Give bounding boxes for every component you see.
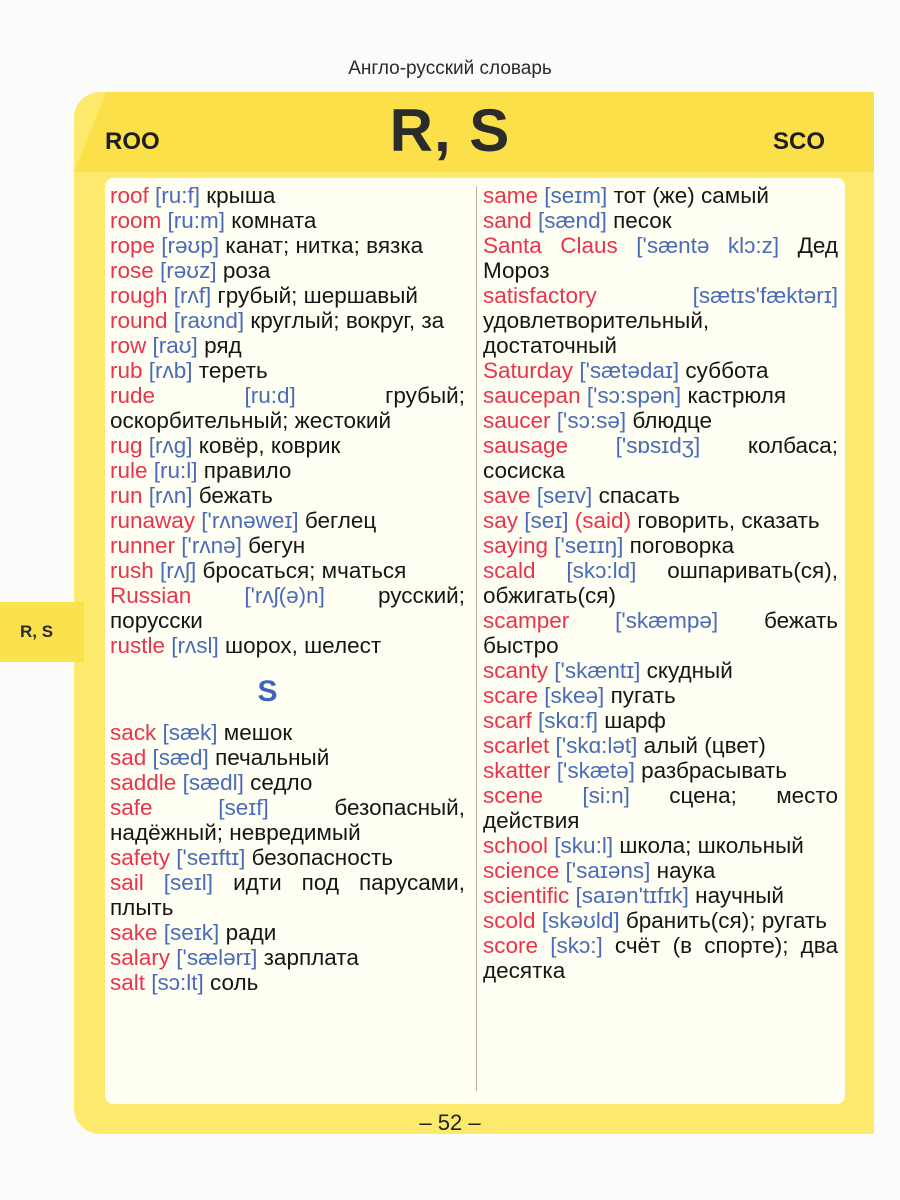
definition: соль — [203, 970, 259, 995]
definition: скудный — [640, 658, 733, 683]
definition: кастрюля — [681, 383, 787, 408]
dictionary-entry — [110, 308, 465, 333]
headword: Russian — [110, 583, 192, 608]
definition: мешок — [217, 720, 293, 745]
headword: rug — [110, 433, 143, 458]
headword: safe — [110, 795, 153, 820]
definition: беглец — [298, 508, 377, 533]
headword: saucer — [483, 408, 551, 433]
definition: алый (цвет) — [637, 733, 766, 758]
transcription: [seɪk] — [157, 920, 220, 945]
transcription: ['sɒsɪdʒ] — [568, 433, 701, 458]
headword: salary — [110, 945, 171, 970]
definition: говорить, сказать — [631, 508, 820, 533]
dictionary-entry — [483, 233, 838, 283]
transcription: [sɔ:lt] — [145, 970, 204, 995]
definition: крыша — [200, 183, 276, 208]
transcription: [ru:m] — [161, 208, 226, 233]
dictionary-entry — [483, 733, 838, 758]
transcription: [raʊnd] — [167, 308, 245, 333]
definition: шорох, шелест — [218, 633, 382, 658]
headword: room — [110, 208, 162, 233]
dictionary-entry — [483, 908, 838, 933]
definition: идти под парусами, плыть — [110, 870, 465, 920]
headword: rub — [110, 358, 143, 383]
definition: песок — [606, 208, 672, 233]
headword: sausage — [483, 433, 569, 458]
definition: правило — [197, 458, 292, 483]
transcription: [sæd] — [146, 745, 209, 770]
transcription: [rəʊp] — [155, 233, 220, 258]
dictionary-entry — [483, 408, 838, 433]
dictionary-entry — [483, 883, 838, 908]
definition: бегун — [241, 533, 306, 558]
transcription: [rʌsl] — [165, 633, 219, 658]
definition: русский; порусски — [110, 583, 465, 633]
headword: same — [483, 183, 539, 208]
definition: грубый; шершавый — [211, 283, 418, 308]
letter-heading: S — [257, 675, 278, 708]
headword: scamper — [483, 608, 570, 633]
definition: тереть — [192, 358, 268, 383]
definition: седло — [243, 770, 313, 795]
transcription: ['sɔ:spən] — [580, 383, 682, 408]
headword: save — [483, 483, 531, 508]
definition: круглый; вокруг, за — [244, 308, 445, 333]
definition: ошпаривать(ся), обжигать(ся) — [483, 558, 838, 608]
definition: безопасный, надёжный; невредимый — [110, 795, 465, 845]
definition: канат; нитка; вязка — [219, 233, 424, 258]
headword: salt — [110, 970, 146, 995]
transcription: [skɑ:f] — [531, 708, 599, 733]
transcription: ['saɪəns] — [559, 858, 651, 883]
definition: спасать — [592, 483, 680, 508]
dictionary-entry — [483, 483, 838, 508]
headword: roof — [110, 183, 149, 208]
transcription: [ru:l] — [147, 458, 198, 483]
headword: scientific — [483, 883, 570, 908]
transcription: [rʌf] — [167, 283, 212, 308]
headword: row — [110, 333, 147, 358]
definition: наука — [650, 858, 716, 883]
definition: ради — [219, 920, 277, 945]
headword: sail — [110, 870, 144, 895]
headword: rough — [110, 283, 168, 308]
transcription: ['skæntɪ] — [548, 658, 641, 683]
definition: научный — [688, 883, 784, 908]
transcription: [rəʊz] — [153, 258, 217, 283]
transcription: [rʌʃ] — [153, 558, 197, 583]
dictionary-entry — [110, 383, 465, 433]
definition: колбаса; сосиска — [483, 433, 838, 483]
transcription: [sædl] — [176, 770, 244, 795]
definition: бежать быстро — [483, 608, 839, 658]
headword: scarlet — [483, 733, 550, 758]
side-tab-label: R, S — [20, 622, 54, 641]
headword: rude — [110, 383, 156, 408]
dictionary-entry — [483, 558, 838, 608]
dictionary-entry — [110, 283, 465, 308]
definition: суббота — [679, 358, 769, 383]
definition: блюдце — [626, 408, 713, 433]
dictionary-entry — [483, 683, 838, 708]
headword: round — [110, 308, 168, 333]
transcription: ['sæntə klɔ:z] — [617, 233, 780, 258]
headword: scanty — [483, 658, 549, 683]
headword: score — [483, 933, 539, 958]
dictionary-entry — [110, 720, 465, 745]
headword: run — [110, 483, 143, 508]
transcription: ['sɔ:sə] — [550, 408, 627, 433]
guide-word-right: SCO — [772, 128, 825, 155]
word-form: (said) — [568, 508, 632, 533]
dictionary-entry — [483, 708, 838, 733]
dictionary-entry — [110, 770, 465, 795]
definition: пугать — [604, 683, 676, 708]
running-title: Англо-русский словарь — [348, 58, 552, 79]
definition: ряд — [197, 333, 242, 358]
side-index-tab — [0, 602, 84, 662]
definition: тот (же) самый — [607, 183, 769, 208]
definition: сцена; место действия — [483, 783, 838, 833]
dictionary-entry — [110, 208, 465, 233]
headword: runaway — [110, 508, 196, 533]
headword: rule — [110, 458, 148, 483]
dictionary-entry — [483, 858, 838, 883]
dictionary-entry — [110, 458, 465, 483]
headword: rope — [110, 233, 156, 258]
transcription: ['rʌʃ(ə)n] — [191, 583, 325, 608]
dictionary-entry — [110, 258, 465, 283]
headword: rush — [110, 558, 154, 583]
transcription: [sænd] — [531, 208, 607, 233]
definition: удовлетворительный, достаточный — [483, 308, 710, 358]
transcription: ['skɑ:lət] — [549, 733, 638, 758]
dictionary-entry — [483, 508, 838, 533]
section-letters: R, S — [389, 97, 511, 164]
dictionary-entry — [483, 758, 838, 783]
transcription: [skɔ:] — [538, 933, 603, 958]
dictionary-entry — [483, 783, 838, 833]
headword: Saturday — [483, 358, 574, 383]
transcription: [skɔ:ld] — [535, 558, 637, 583]
definition: комната — [225, 208, 317, 233]
transcription: [saɪən'tɪfɪk] — [569, 883, 689, 908]
transcription: [seɪf] — [152, 795, 269, 820]
dictionary-entry — [110, 745, 465, 770]
headword: rustle — [110, 633, 166, 658]
transcription: [rʌn] — [142, 483, 193, 508]
definition: ковёр, коврик — [192, 433, 341, 458]
definition: поговорка — [623, 533, 735, 558]
headword: school — [483, 833, 549, 858]
dictionary-entry — [110, 795, 465, 845]
dictionary-entry — [110, 583, 465, 633]
transcription: ['seɪɪŋ] — [548, 533, 624, 558]
definition: счёт (в спорте); два десятка — [483, 933, 839, 983]
headword: runner — [110, 533, 176, 558]
column-divider — [476, 186, 477, 1091]
dictionary-entry — [483, 933, 838, 983]
definition: безопасность — [245, 845, 394, 870]
definition: бросаться; мчаться — [196, 558, 407, 583]
dictionary-entry — [483, 433, 838, 483]
transcription: [raʊ] — [146, 333, 198, 358]
transcription: [skəʊld] — [535, 908, 620, 933]
transcription: [rʌb] — [142, 358, 193, 383]
guide-word-left: ROO — [105, 128, 160, 155]
dictionary-entry — [110, 533, 465, 558]
transcription: [seɪm] — [538, 183, 608, 208]
definition: грубый; оскорбительный; жестокий — [110, 383, 465, 433]
headword: saddle — [110, 770, 177, 795]
headword: sad — [110, 745, 147, 770]
headword: scene — [483, 783, 544, 808]
transcription: ['skæmpə] — [569, 608, 719, 633]
headword: rose — [110, 258, 154, 283]
transcription: ['sælərɪ] — [170, 945, 258, 970]
transcription: [seɪ] — [518, 508, 569, 533]
transcription: [sæk] — [156, 720, 218, 745]
transcription: ['sætədaɪ] — [573, 358, 680, 383]
definition: бежать — [192, 483, 273, 508]
page-number: – 52 – — [419, 1110, 481, 1135]
dictionary-entry — [483, 208, 838, 233]
transcription: ['skætə] — [550, 758, 635, 783]
definition: школа; школьный — [613, 833, 804, 858]
headword: satisfactory — [483, 283, 597, 308]
left-column — [110, 183, 465, 995]
dictionary-entry — [110, 358, 465, 383]
r-entries — [110, 183, 465, 658]
dictionary-entry — [483, 608, 838, 658]
dictionary-entry — [110, 845, 465, 870]
transcription: [rʌg] — [142, 433, 193, 458]
dictionary-entry — [110, 945, 465, 970]
s-entries-right — [483, 183, 838, 983]
transcription: [si:n] — [543, 783, 630, 808]
dictionary-entry — [110, 558, 465, 583]
dictionary-entry — [110, 333, 465, 358]
dictionary-entry — [483, 833, 838, 858]
headword: sake — [110, 920, 158, 945]
transcription: ['rʌnə] — [175, 533, 242, 558]
dictionary-entry — [110, 970, 465, 995]
headword: say — [483, 508, 519, 533]
transcription: [seɪv] — [530, 483, 593, 508]
headword: scarf — [483, 708, 532, 733]
transcription: [skeə] — [538, 683, 605, 708]
dictionary-entry — [110, 233, 465, 258]
transcription: [sætɪs'fæktərɪ] — [596, 283, 838, 308]
dictionary-entry — [483, 358, 838, 383]
transcription: [ru:f] — [148, 183, 201, 208]
definition: шарф — [598, 708, 666, 733]
headword: scare — [483, 683, 539, 708]
dictionary-entry — [483, 533, 838, 558]
right-column — [483, 183, 838, 983]
headword: scold — [483, 908, 536, 933]
headword: sack — [110, 720, 157, 745]
definition: печальный — [208, 745, 330, 770]
definition: роза — [216, 258, 271, 283]
headword: sand — [483, 208, 532, 233]
transcription: [sku:l] — [548, 833, 614, 858]
transcription: [ru:d] — [155, 383, 296, 408]
dictionary-entry — [110, 183, 465, 208]
s-entries-left — [110, 720, 465, 995]
dictionary-entry — [483, 383, 838, 408]
dictionary-entry — [110, 870, 465, 920]
definition: зарплата — [257, 945, 359, 970]
dictionary-entry — [110, 508, 465, 533]
headword: scald — [483, 558, 536, 583]
headword: saucepan — [483, 383, 581, 408]
dictionary-entry — [483, 283, 838, 358]
definition: разбрасывать — [634, 758, 788, 783]
headword: Santa Claus — [483, 233, 618, 258]
headword: saying — [483, 533, 549, 558]
transcription: ['seɪftɪ] — [170, 845, 246, 870]
headword: science — [483, 858, 560, 883]
definition: Дед Мороз — [483, 233, 838, 283]
transcription: ['rʌnəweɪ] — [195, 508, 299, 533]
dictionary-entry — [110, 633, 465, 658]
headword: safety — [110, 845, 171, 870]
dictionary-entry — [110, 920, 465, 945]
dictionary-entry — [483, 183, 838, 208]
transcription: [seɪl] — [143, 870, 214, 895]
headword: skatter — [483, 758, 551, 783]
dictionary-entry — [110, 433, 465, 458]
dictionary-entry — [483, 658, 838, 683]
dictionary-entry — [110, 483, 465, 508]
definition: бранить(ся); ругать — [619, 908, 827, 933]
